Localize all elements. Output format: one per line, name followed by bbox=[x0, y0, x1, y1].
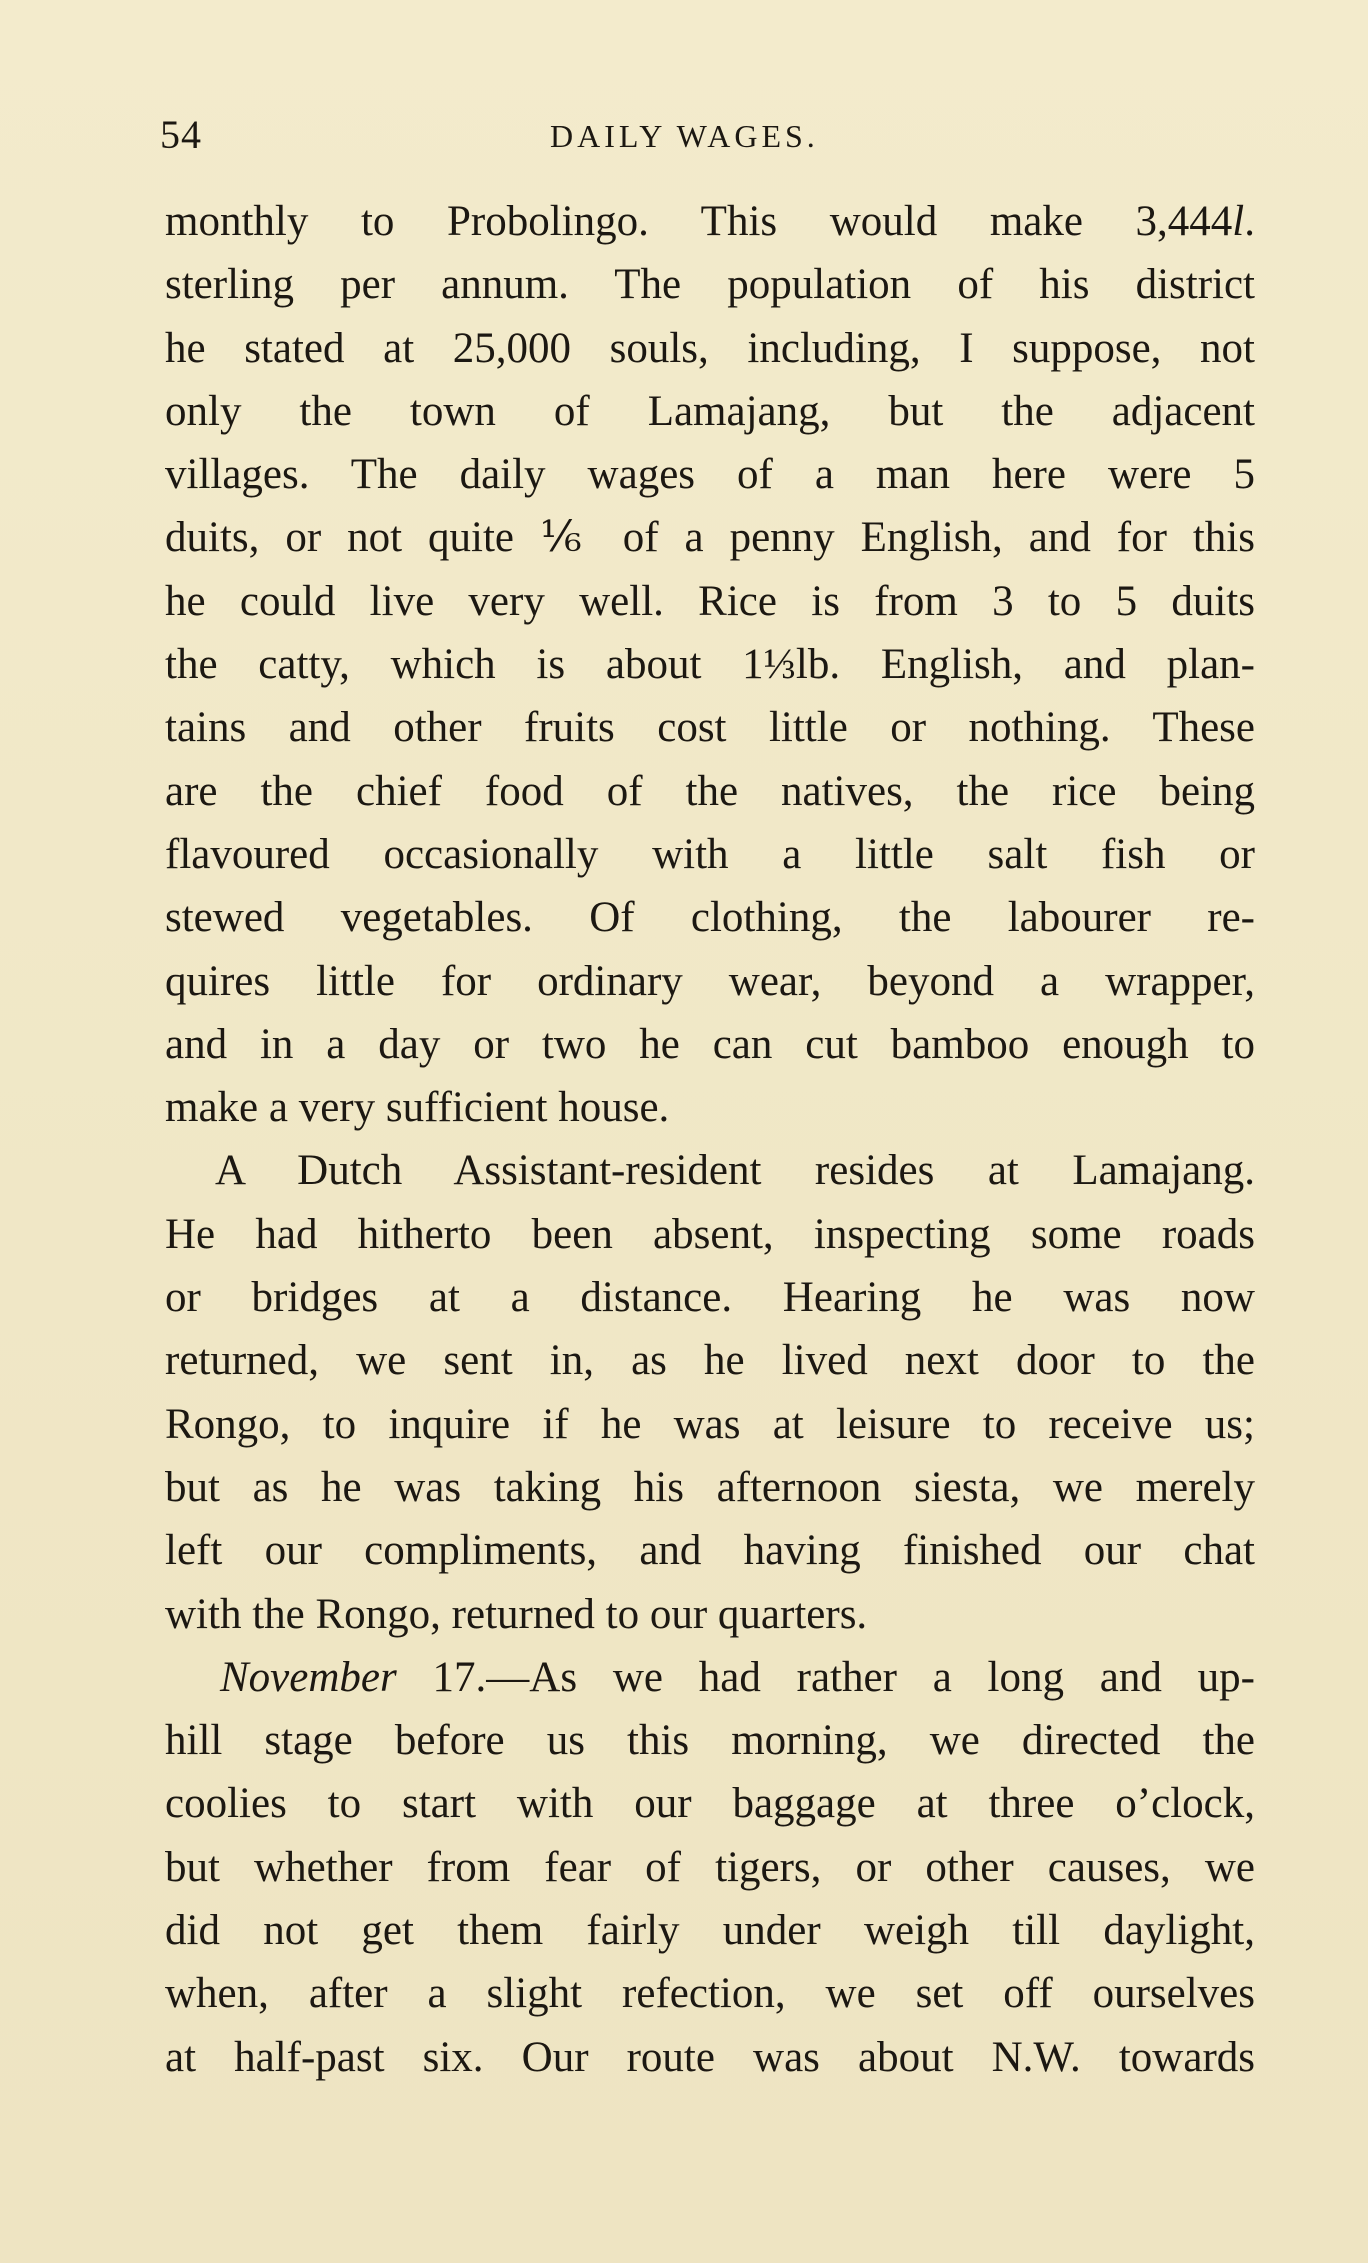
text-line: when, after a slight refection, we set off ourselves bbox=[165, 1970, 1255, 2018]
body-text bbox=[165, 190, 1255, 2089]
text-line: coolies to start with our baggage at three o’clock, bbox=[165, 1780, 1255, 1828]
text-line: hill stage before us this morning, we directed the bbox=[165, 1717, 1255, 1765]
running-head: DAILY WAGES. bbox=[550, 118, 819, 154]
text-line: quires little for ordinary wear, beyond a wrapper, bbox=[165, 957, 1255, 1005]
page-number: 54 bbox=[160, 112, 202, 157]
page-header bbox=[160, 110, 1255, 170]
text-line: or bridges at a distance. Hearing he was now bbox=[165, 1274, 1255, 1322]
text-line: the catty, which is about 1⅓lb. English, and plan- bbox=[165, 641, 1255, 689]
text-line: are the chief food of the natives, the rice being bbox=[165, 767, 1255, 815]
text-line: left our compliments, and having finished our chat bbox=[165, 1527, 1255, 1575]
text-line: monthly to Probolingo. This would make 3,444l. bbox=[165, 198, 1255, 245]
text-line: with the Rongo, returned to our quarters. bbox=[165, 1590, 868, 1638]
text-line: he could live very well. Rice is from 3 to 5 duits bbox=[165, 577, 1255, 625]
text-line: but whether from fear of tigers, or other causes, we bbox=[165, 1843, 1255, 1891]
text-line: A Dutch Assistant-resident resides at Lamajang. bbox=[215, 1147, 1255, 1195]
text-line: villages. The daily wages of a man here were 5 bbox=[165, 451, 1255, 499]
text-line: returned, we sent in, as he lived next door to the bbox=[165, 1337, 1255, 1385]
text-line: flavoured occasionally with a little salt fish or bbox=[165, 830, 1255, 878]
text-line: tains and other fruits cost little or nothing. These bbox=[165, 704, 1255, 752]
text-line: Rongo, to inquire if he was at leisure to receive us; bbox=[165, 1400, 1255, 1448]
text-line: did not get them fairly under weigh till daylight, bbox=[165, 1907, 1255, 1955]
text-line: November 17.—As we had rather a long and up- bbox=[220, 1653, 1255, 1701]
text-line: stewed vegetables. Of clothing, the labourer re- bbox=[165, 894, 1255, 942]
text-line: at half-past six. Our route was about N.W. towards bbox=[165, 2033, 1255, 2081]
text-line: He had hitherto been absent, inspecting some roads bbox=[165, 1210, 1255, 1258]
text-line: sterling per annum. The population of his district bbox=[165, 261, 1255, 309]
text-line: only the town of Lamajang, but the adjacent bbox=[165, 387, 1255, 435]
text-line: and in a day or two he can cut bamboo enough to bbox=[165, 1020, 1255, 1068]
text-line: but as he was taking his afternoon siesta, we merely bbox=[165, 1463, 1255, 1511]
text-line: he stated at 25,000 souls, including, I suppose, not bbox=[165, 324, 1255, 372]
text-line: make a very sufficient house. bbox=[165, 1084, 670, 1132]
text-line: duits, or not quite ⅙ of a penny English, and for this bbox=[165, 514, 1255, 562]
